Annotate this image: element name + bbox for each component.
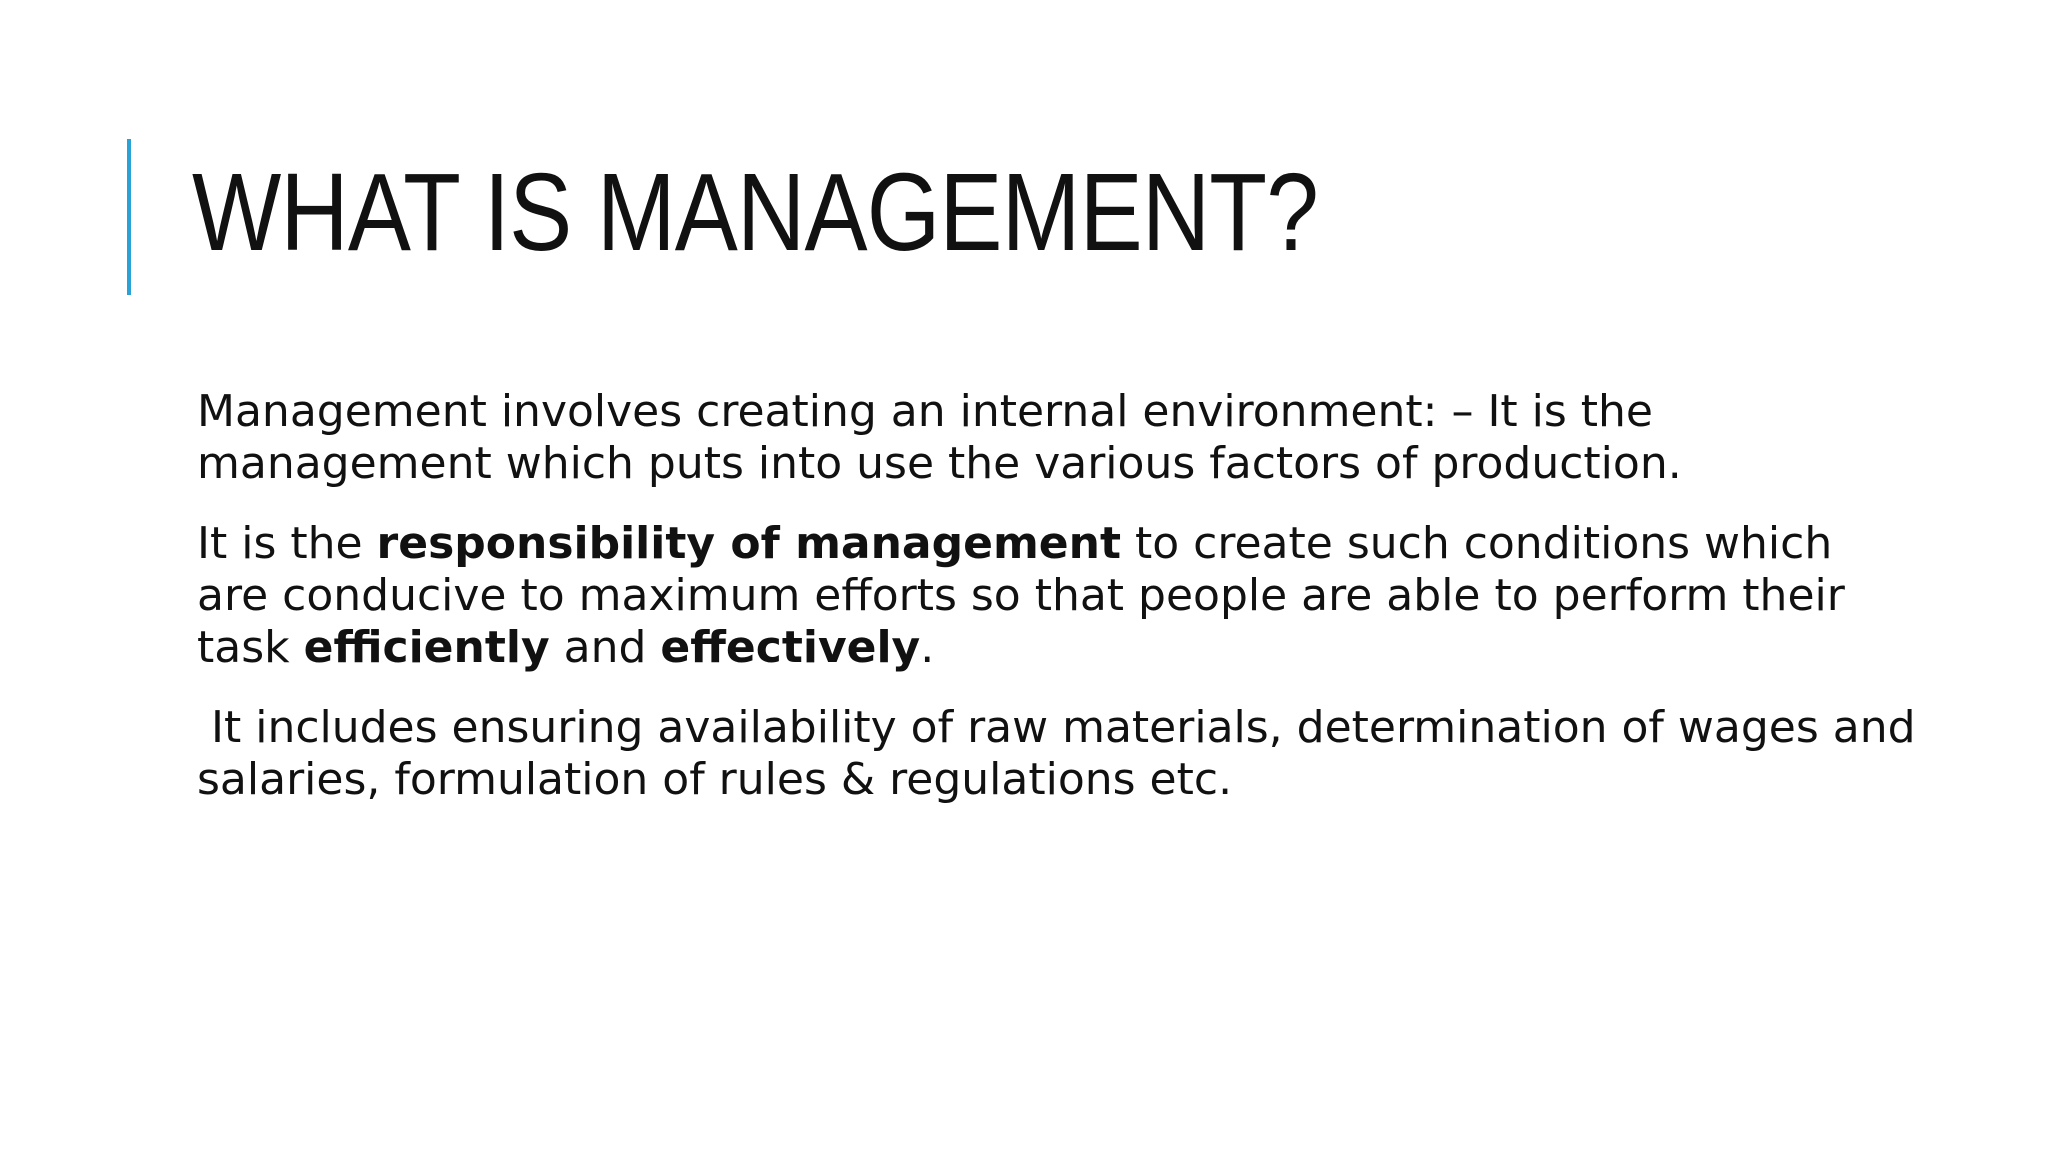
slide-body [197,386,1930,834]
paragraph-3: It includes ensuring availability of raw materials, determination of wages and salaries, formulation of rules & regulations etc. [197,702,1930,805]
paragraph-2 [197,518,1917,674]
paragraph-2-text-1: It is the [197,518,377,569]
paragraph-2-text-3: and [549,622,661,673]
paragraph-1: Management involves creating an internal environment: – It is the management which puts into use the various factors of production. [197,386,1682,489]
bold-effectively: effectively [660,622,921,673]
bold-responsibility-of-management: responsibility of management [376,518,1122,569]
paragraph-2-text-4: . [920,622,935,673]
title-accent-bar [127,139,131,295]
bold-efficiently: efficiently [303,622,550,673]
slide-title: WHAT IS MANAGEMENT? [192,151,1318,274]
paragraph-2-text-2: to create such conditions which are conducive to maximum efforts so that people are able to perform their task [197,518,1845,673]
